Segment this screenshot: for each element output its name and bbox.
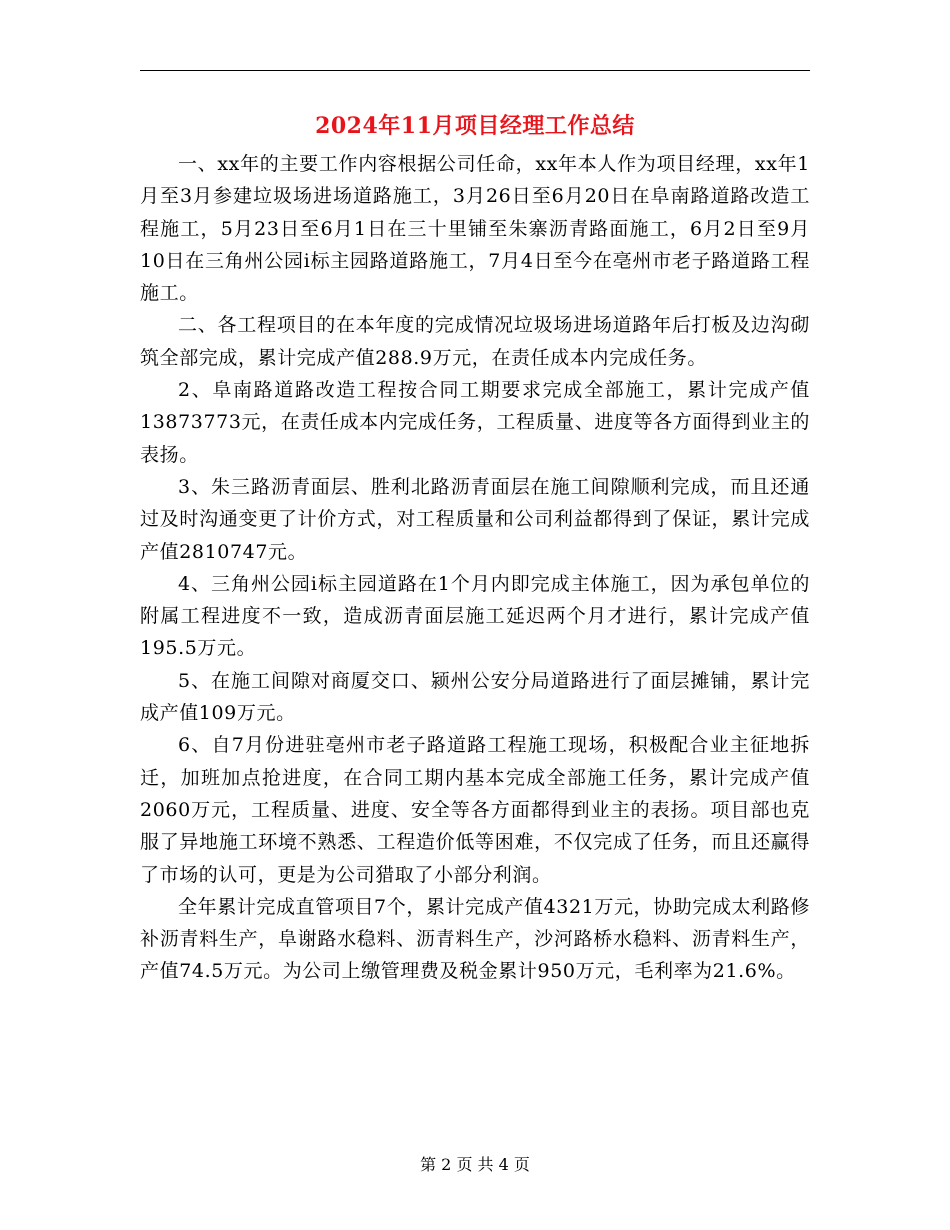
header-rule	[140, 70, 810, 71]
paragraph: 2、阜南路道路改造工程按合同工期要求完成全部施工，累计完成产值13873773元，在责任成本内完成任务，工程质量、进度等各方面得到业主的表扬。	[140, 379, 810, 466]
paragraph: 二、各工程项目的在本年度的完成情况垃圾场进场道路年后打板及边沟砌筑全部完成，累计完成产值288.9万元，在责任成本内完成任务。	[140, 314, 810, 369]
paragraph: 5、在施工间隙对商厦交口、颍州公安分局道路进行了面层摊铺，累计完成产值109万元。	[140, 669, 810, 725]
paragraph: 6、自7月份进驻亳州市老子路道路工程施工现场，积极配合业主征地拆迁，加班加点抢进度，在合同工期内基本完成全部施工任务，累计完成产值2060万元，工程质量、进度、安全等各方面都得到业主的表扬。项目部也克服了异地施工环境不熟悉、工程造价低等困难，不仅完成了任务，而且还赢得了市场的认可，更是为公司猎取了小部分利润。	[140, 734, 810, 886]
document-title: 2024年11月项目经理工作总结	[315, 113, 635, 139]
paragraph: 一、xx年的主要工作内容根据公司任命，xx年本人作为项目经理，xx年1月至3月参建垃圾场进场道路施工，3月26日至6月20日在阜南路道路改造工程施工，5月23日至6月1日在三十里铺至朱寨沥青路面施工，6月2日至9月10日在三角州公园i标主园路道路施工，7月4日至今在亳州市老子路道路工程施工。	[140, 153, 810, 305]
document-body	[140, 148, 810, 988]
paragraph: 3、朱三路沥青面层、胜利北路沥青面层在施工间隙顺利完成，而且还通过及时沟通变更了计价方式，对工程质量和公司利益都得到了保证，累计完成产值2810747元。	[140, 475, 810, 563]
page-number-footer: 第 2 页 共 4 页	[420, 1155, 530, 1174]
paragraph: 4、三角州公园i标主园道路在1个月内即完成主体施工，因为承包单位的附属工程进度不一致，造成沥青面层施工延迟两个月才进行，累计完成产值195.5万元。	[140, 572, 810, 660]
paragraph: 全年累计完成直管项目7个，累计完成产值4321万元，协助完成太利路修补沥青料生产，阜谢路水稳料、沥青料生产，沙河路桥水稳料、沥青料生产，产值74.5万元。为公司上缴管理费及税金累计950万元，毛利率为21.6%。	[140, 895, 810, 983]
